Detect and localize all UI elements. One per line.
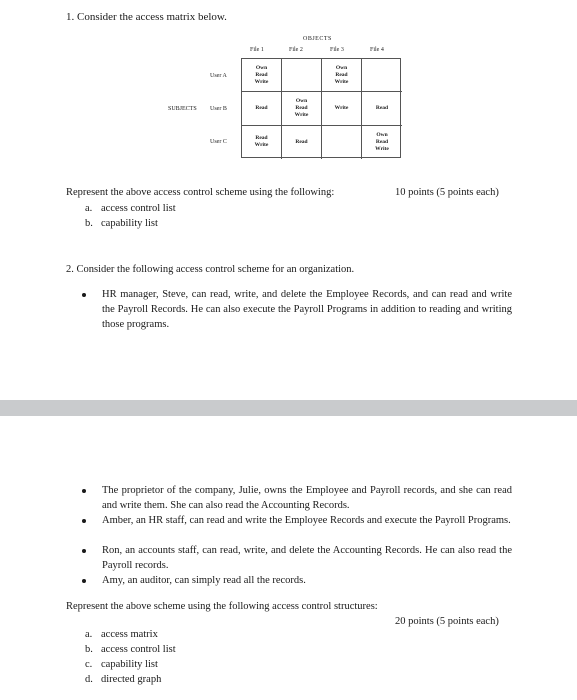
objects-label: OBJECTS: [303, 36, 332, 42]
q1-instruction: Represent the above access control scheme using the following:: [66, 187, 335, 198]
access-matrix: [241, 58, 401, 158]
file-2-header: File 2: [289, 47, 303, 53]
matrix-cell: Own Read Write: [322, 59, 362, 92]
matrix-cell: Read Write: [242, 126, 282, 159]
matrix-cell: [322, 126, 362, 159]
user-c-label: User C: [210, 139, 227, 145]
q1-points: 10 points (5 points each): [395, 187, 499, 198]
matrix-cell: Own Read Write: [375, 131, 389, 152]
bullet-icon: [82, 579, 86, 583]
bullet-item: Amy, an auditor, can simply read all the records.: [82, 573, 512, 588]
list-item: a. access matrix: [85, 629, 158, 640]
bullet-icon: [82, 519, 86, 523]
list-item: a. access control list: [85, 203, 176, 214]
bullet-item: Ron, an accounts staff, can read, write, and delete the Accounting Records. He can also read the Payroll records.: [82, 543, 512, 573]
bullet-item: The proprietor of the company, Julie, owns the Employee and Payroll records, and she can read and write them. She can also read the Accounting Records.: [82, 483, 512, 513]
matrix-cell: Read: [242, 92, 282, 125]
q2-heading: 2. Consider the following access control scheme for an organization.: [66, 264, 355, 275]
list-item: c. capability list: [85, 659, 158, 670]
bullet-icon: [82, 293, 86, 297]
matrix-cell: Own Read Write: [242, 59, 282, 92]
bullet-icon: [82, 489, 86, 493]
list-item: d. directed graph: [85, 674, 162, 685]
matrix-cell: Own Read Write: [282, 92, 322, 125]
matrix-cell: Read: [282, 126, 322, 159]
q2-points: 20 points (5 points each): [395, 616, 499, 627]
q2-instruction: Represent the above scheme using the following access control structures:: [66, 601, 378, 612]
subjects-label: SUBJECTS: [168, 106, 197, 112]
file-4-header: File 4: [370, 47, 384, 53]
user-a-label: User A: [210, 73, 227, 79]
bullet-item: HR manager, Steve, can read, write, and delete the Employee Records, and can read and write the Payroll Records. He can also execute the Payroll Programs in addition to reading and writing those programs.: [82, 287, 512, 332]
page-divider: [0, 400, 577, 416]
matrix-cell: Read: [362, 92, 402, 125]
matrix-cell: [282, 59, 322, 92]
list-item: b. capability list: [85, 218, 158, 229]
user-b-label: User B: [210, 106, 227, 112]
bullet-icon: [82, 549, 86, 553]
file-3-header: File 3: [330, 47, 344, 53]
matrix-cell: [362, 59, 402, 92]
matrix-cell: Write: [322, 92, 362, 125]
bullet-item: Amber, an HR staff, can read and write the Employee Records and execute the Payroll Programs.: [82, 513, 512, 528]
file-1-header: File 1: [250, 47, 264, 53]
list-item: b. access control list: [85, 644, 176, 655]
q1-heading: 1. Consider the access matrix below.: [66, 11, 227, 23]
